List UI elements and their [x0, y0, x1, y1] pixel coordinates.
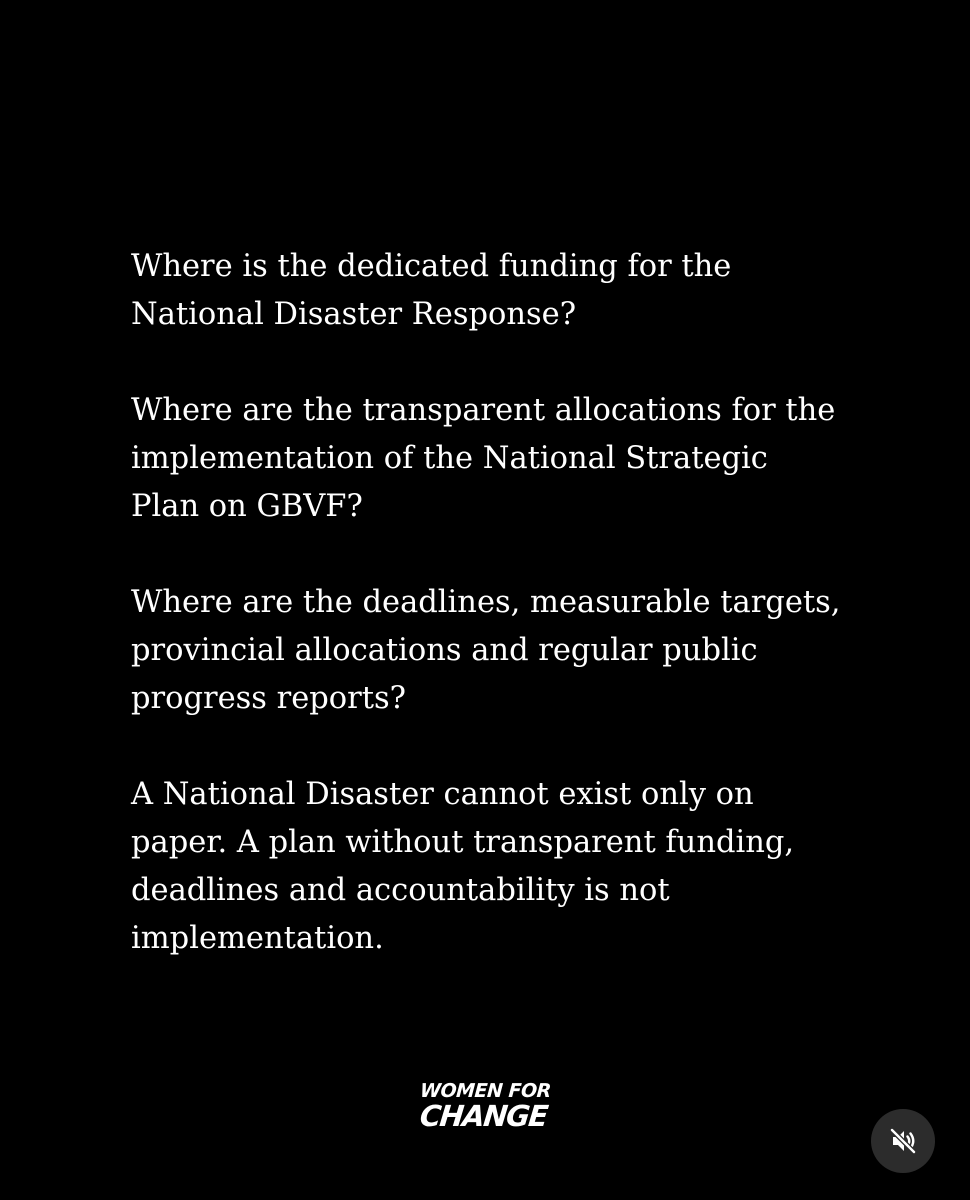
- paragraph-conclusion: A National Disaster cannot exist only on paper. A plan without transparent funding, deadlines and accountability is not implementation.: [131, 777, 795, 956]
- mute-toggle-button[interactable]: [871, 1109, 935, 1173]
- post-body-text: [131, 243, 891, 963]
- paragraph-funding-question: Where is the dedicated funding for the National Disaster Response?: [131, 249, 732, 332]
- logo-line-change: CHANGE: [418, 1099, 549, 1133]
- logo-line-women-for: WOMEN FOR: [419, 1080, 552, 1102]
- women-for-change-logo: [418, 1080, 556, 1133]
- paragraph-allocations-question: Where are the transparent allocations for the implementation of the National Strategic Plan on GBVF?: [131, 393, 836, 524]
- paragraph-deadlines-question: Where are the deadlines, measurable targets, provincial allocations and regular public progress reports?: [131, 585, 841, 716]
- speaker-muted-icon: [888, 1126, 918, 1156]
